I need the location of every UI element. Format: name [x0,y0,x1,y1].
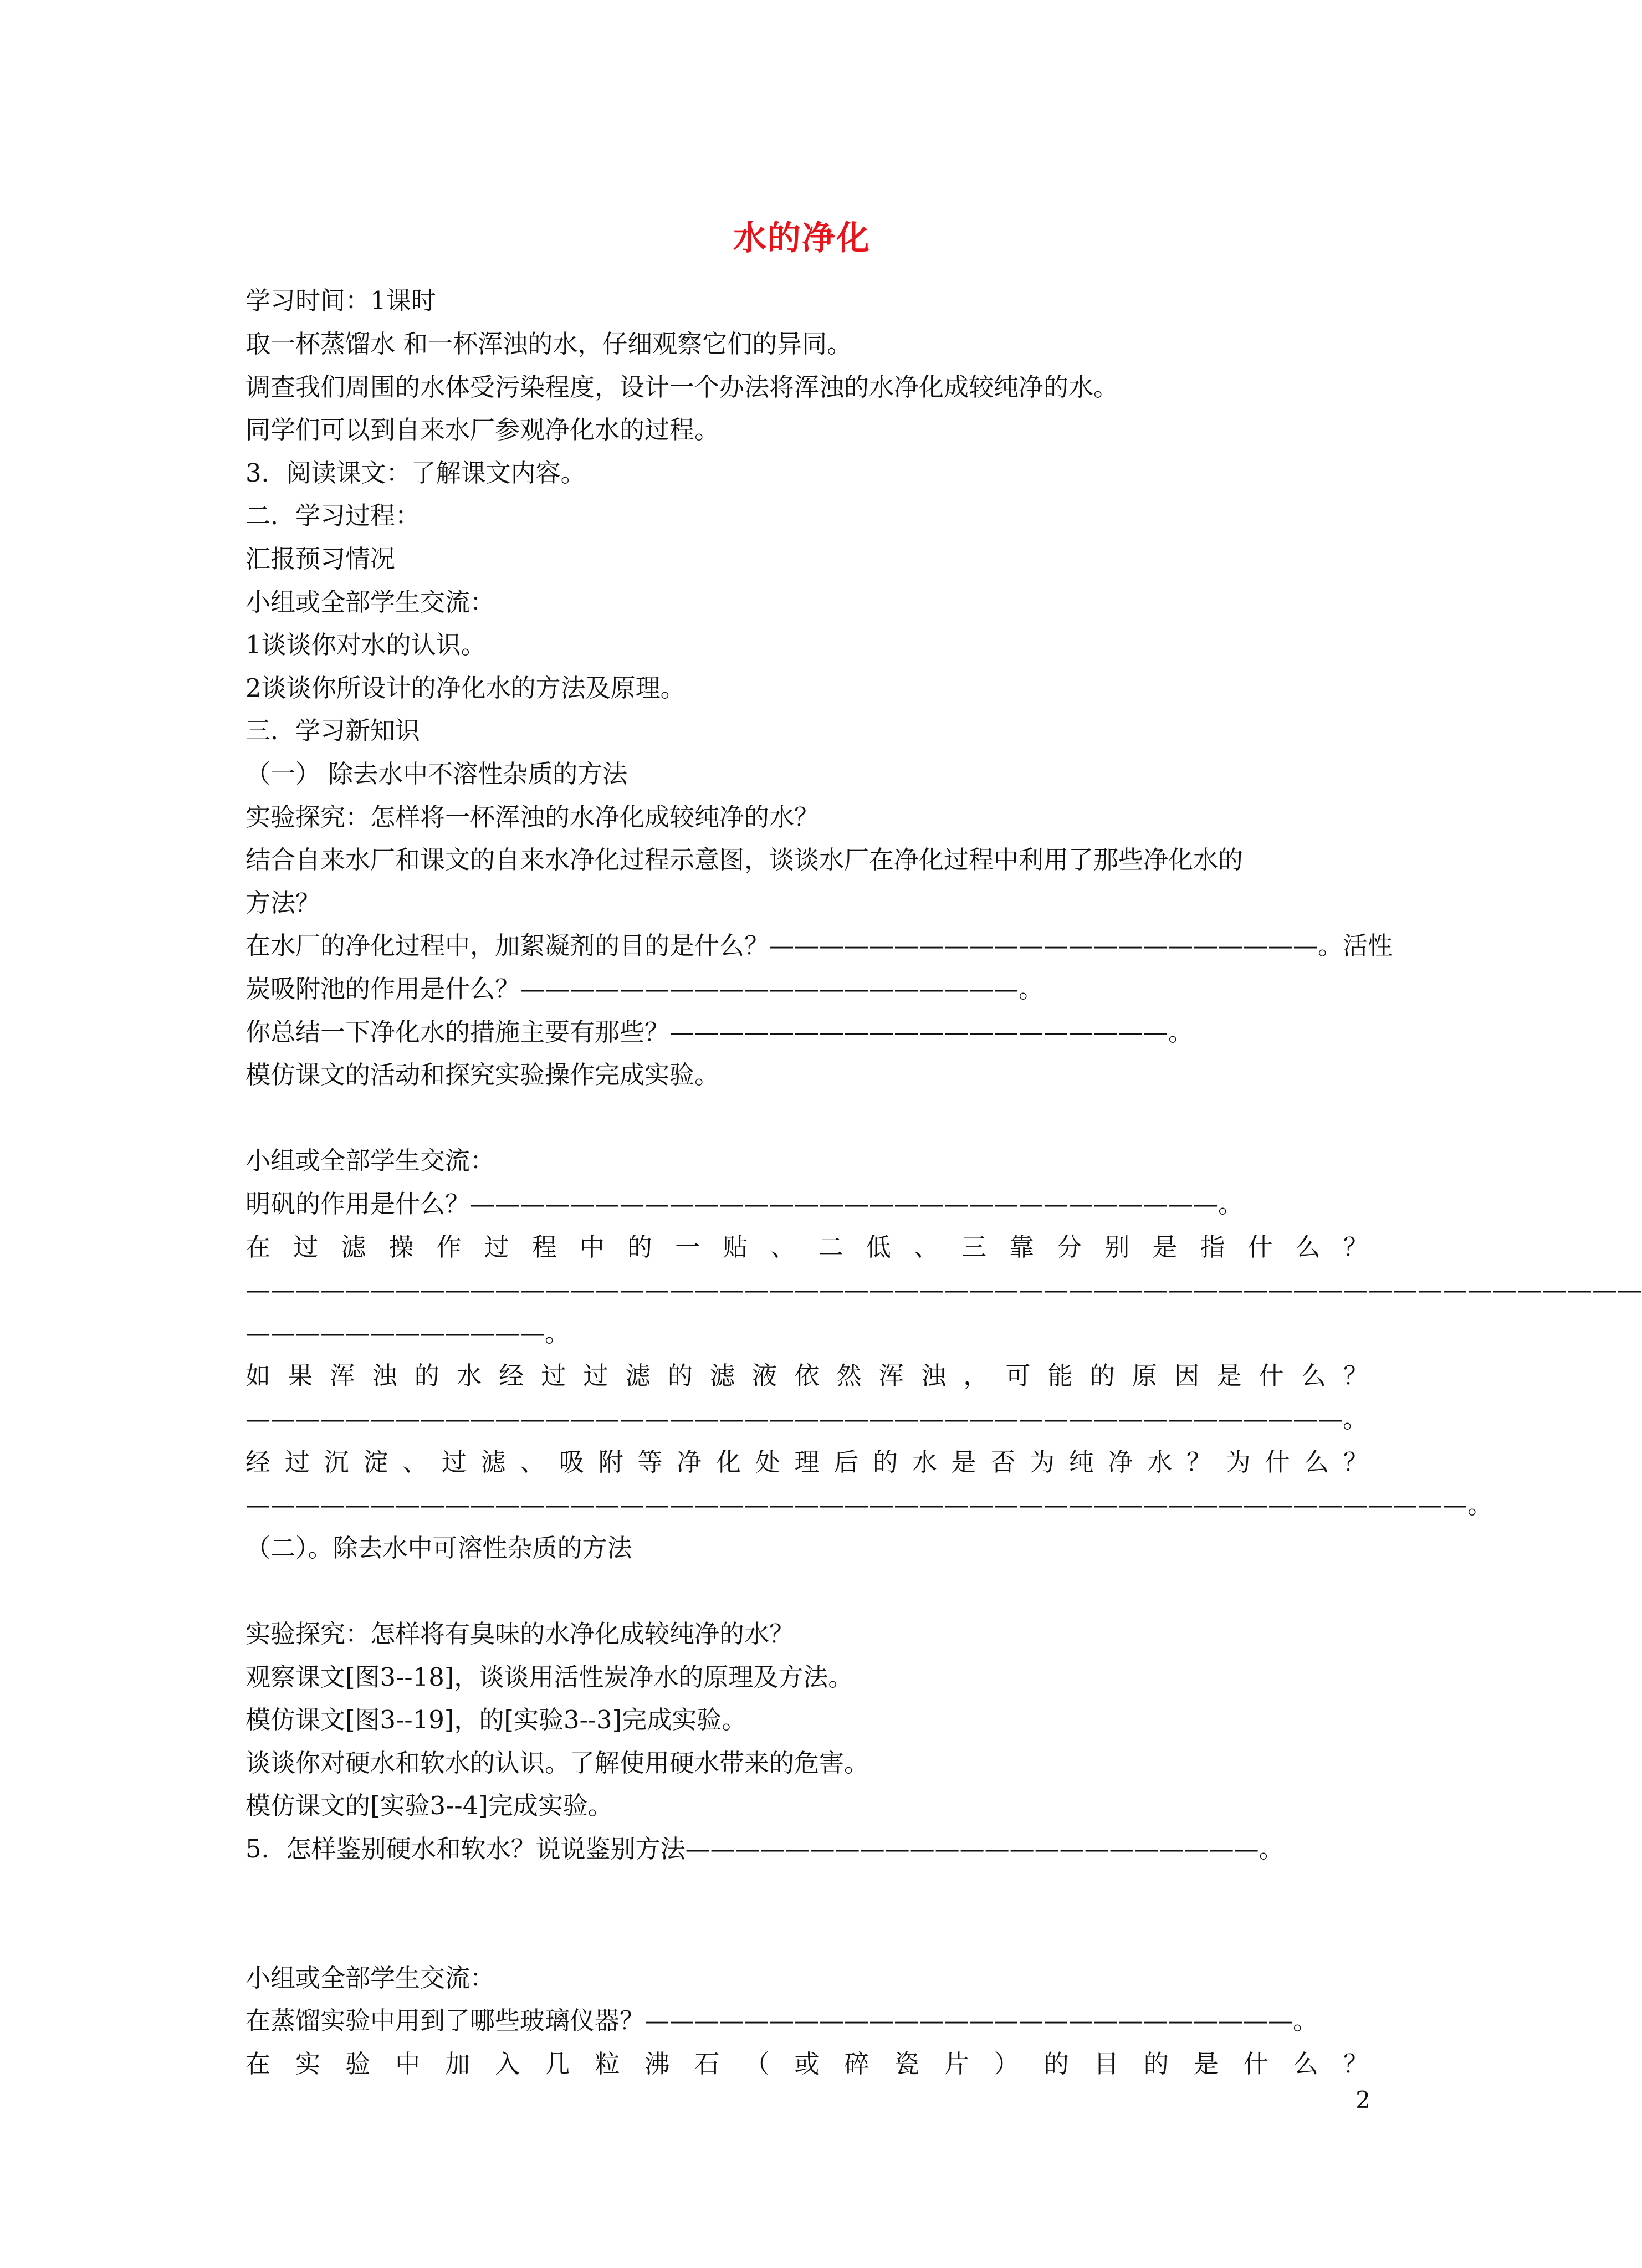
text-line: 同学们可以到自来水厂参观净化水的过程。 [245,415,720,444]
answer-blank: ———————————————————————————————————————————————————————— [245,1275,1642,1304]
text-line: 观察课文[图3--18]，谈谈用活性炭净水的原理及方法。 [245,1662,853,1692]
question-line: 炭吸附池的作用是什么？————————————————————。 [245,974,1044,1004]
document-title: 水的净化 [733,219,871,258]
section-heading: 三．学习新知识 [245,716,421,745]
text-line: 小组或全部学生交流： [245,1146,495,1175]
page-number: 2 [1355,2086,1370,2113]
answer-blank: ————————————。 [245,1318,570,1348]
text-line: 汇报预习情况 [245,544,396,574]
text-line: 模仿课文[图3--19]，的[实验3--3]完成实验。 [245,1705,747,1734]
subsection-heading: （一） 除去水中不溶性杂质的方法 [245,759,628,789]
text-line: 1谈谈你对水的认识。 [245,630,486,659]
text-line: 取一杯蒸馏水 和一杯浑浊的水，仔细观察它们的异同。 [245,329,852,359]
question-line: 在过滤操作过程中的一贴、二低、三靠分别是指什么？ [245,1232,1370,1262]
question-line: 在蒸馏实验中用到了哪些玻璃仪器？——————————————————————————。 [245,2006,1318,2035]
study-time-line: 学习时间：1课时 [245,286,436,315]
question-line: 在实验中加入几粒沸石（或碎瓷片）的目的是什么？ [245,2049,1370,2078]
question-line: 在水厂的净化过程中，加絮凝剂的目的是什么？——————————————————————。活性 [245,931,1393,960]
question-line: 明矾的作用是什么？——————————————————————————————。 [245,1189,1244,1219]
answer-blank: ————————————————————————————————————————————。 [245,1404,1368,1434]
question-line: 你总结一下净化水的措施主要有那些？————————————————————。 [245,1017,1194,1047]
text-line: 小组或全部学生交流： [245,587,495,617]
text-line: 方法？ [245,888,321,918]
text-line: 模仿课文的[实验3--4]完成实验。 [245,1791,613,1820]
subsection-heading: （二）。除去水中可溶性杂质的方法 [245,1533,632,1563]
question-line: 5．怎样鉴别硬水和软水？说说鉴别方法———————————————————————。 [245,1834,1284,1863]
text-line: 2谈谈你所设计的净化水的方法及原理。 [245,673,686,703]
answer-blank: —————————————————————————————————————————————————。 [245,1490,1492,1519]
text-line: 结合自来水厂和课文的自来水净化过程示意图，谈谈水厂在净化过程中利用了那些净化水的 [245,845,1244,874]
text-line: 实验探究：怎样将一杯浑浊的水净化成较纯净的水？ [245,802,820,832]
question-line: 经过沉淀、过滤、吸附等净化处理后的水是否为纯净水？为什么？ [245,1447,1370,1477]
text-line: 小组或全部学生交流： [245,1963,495,1993]
question-line: 如果浑浊的水经过过滤的滤液依然浑浊，可能的原因是什么？ [245,1361,1370,1390]
text-line: 实验探究：怎样将有臭味的水净化成较纯净的水？ [245,1619,795,1648]
text-line: 模仿课文的活动和探究实验操作完成实验。 [245,1060,720,1089]
section-heading: 二．学习过程： [245,501,421,530]
text-line: 谈谈你对硬水和软水的认识。了解使用硬水带来的危害。 [245,1748,869,1778]
text-line: 3．阅读课文：了解课文内容。 [245,458,586,488]
text-line: 调查我们周围的水体受污染程度，设计一个办法将浑浊的水净化成较纯净的水。 [245,372,1119,402]
